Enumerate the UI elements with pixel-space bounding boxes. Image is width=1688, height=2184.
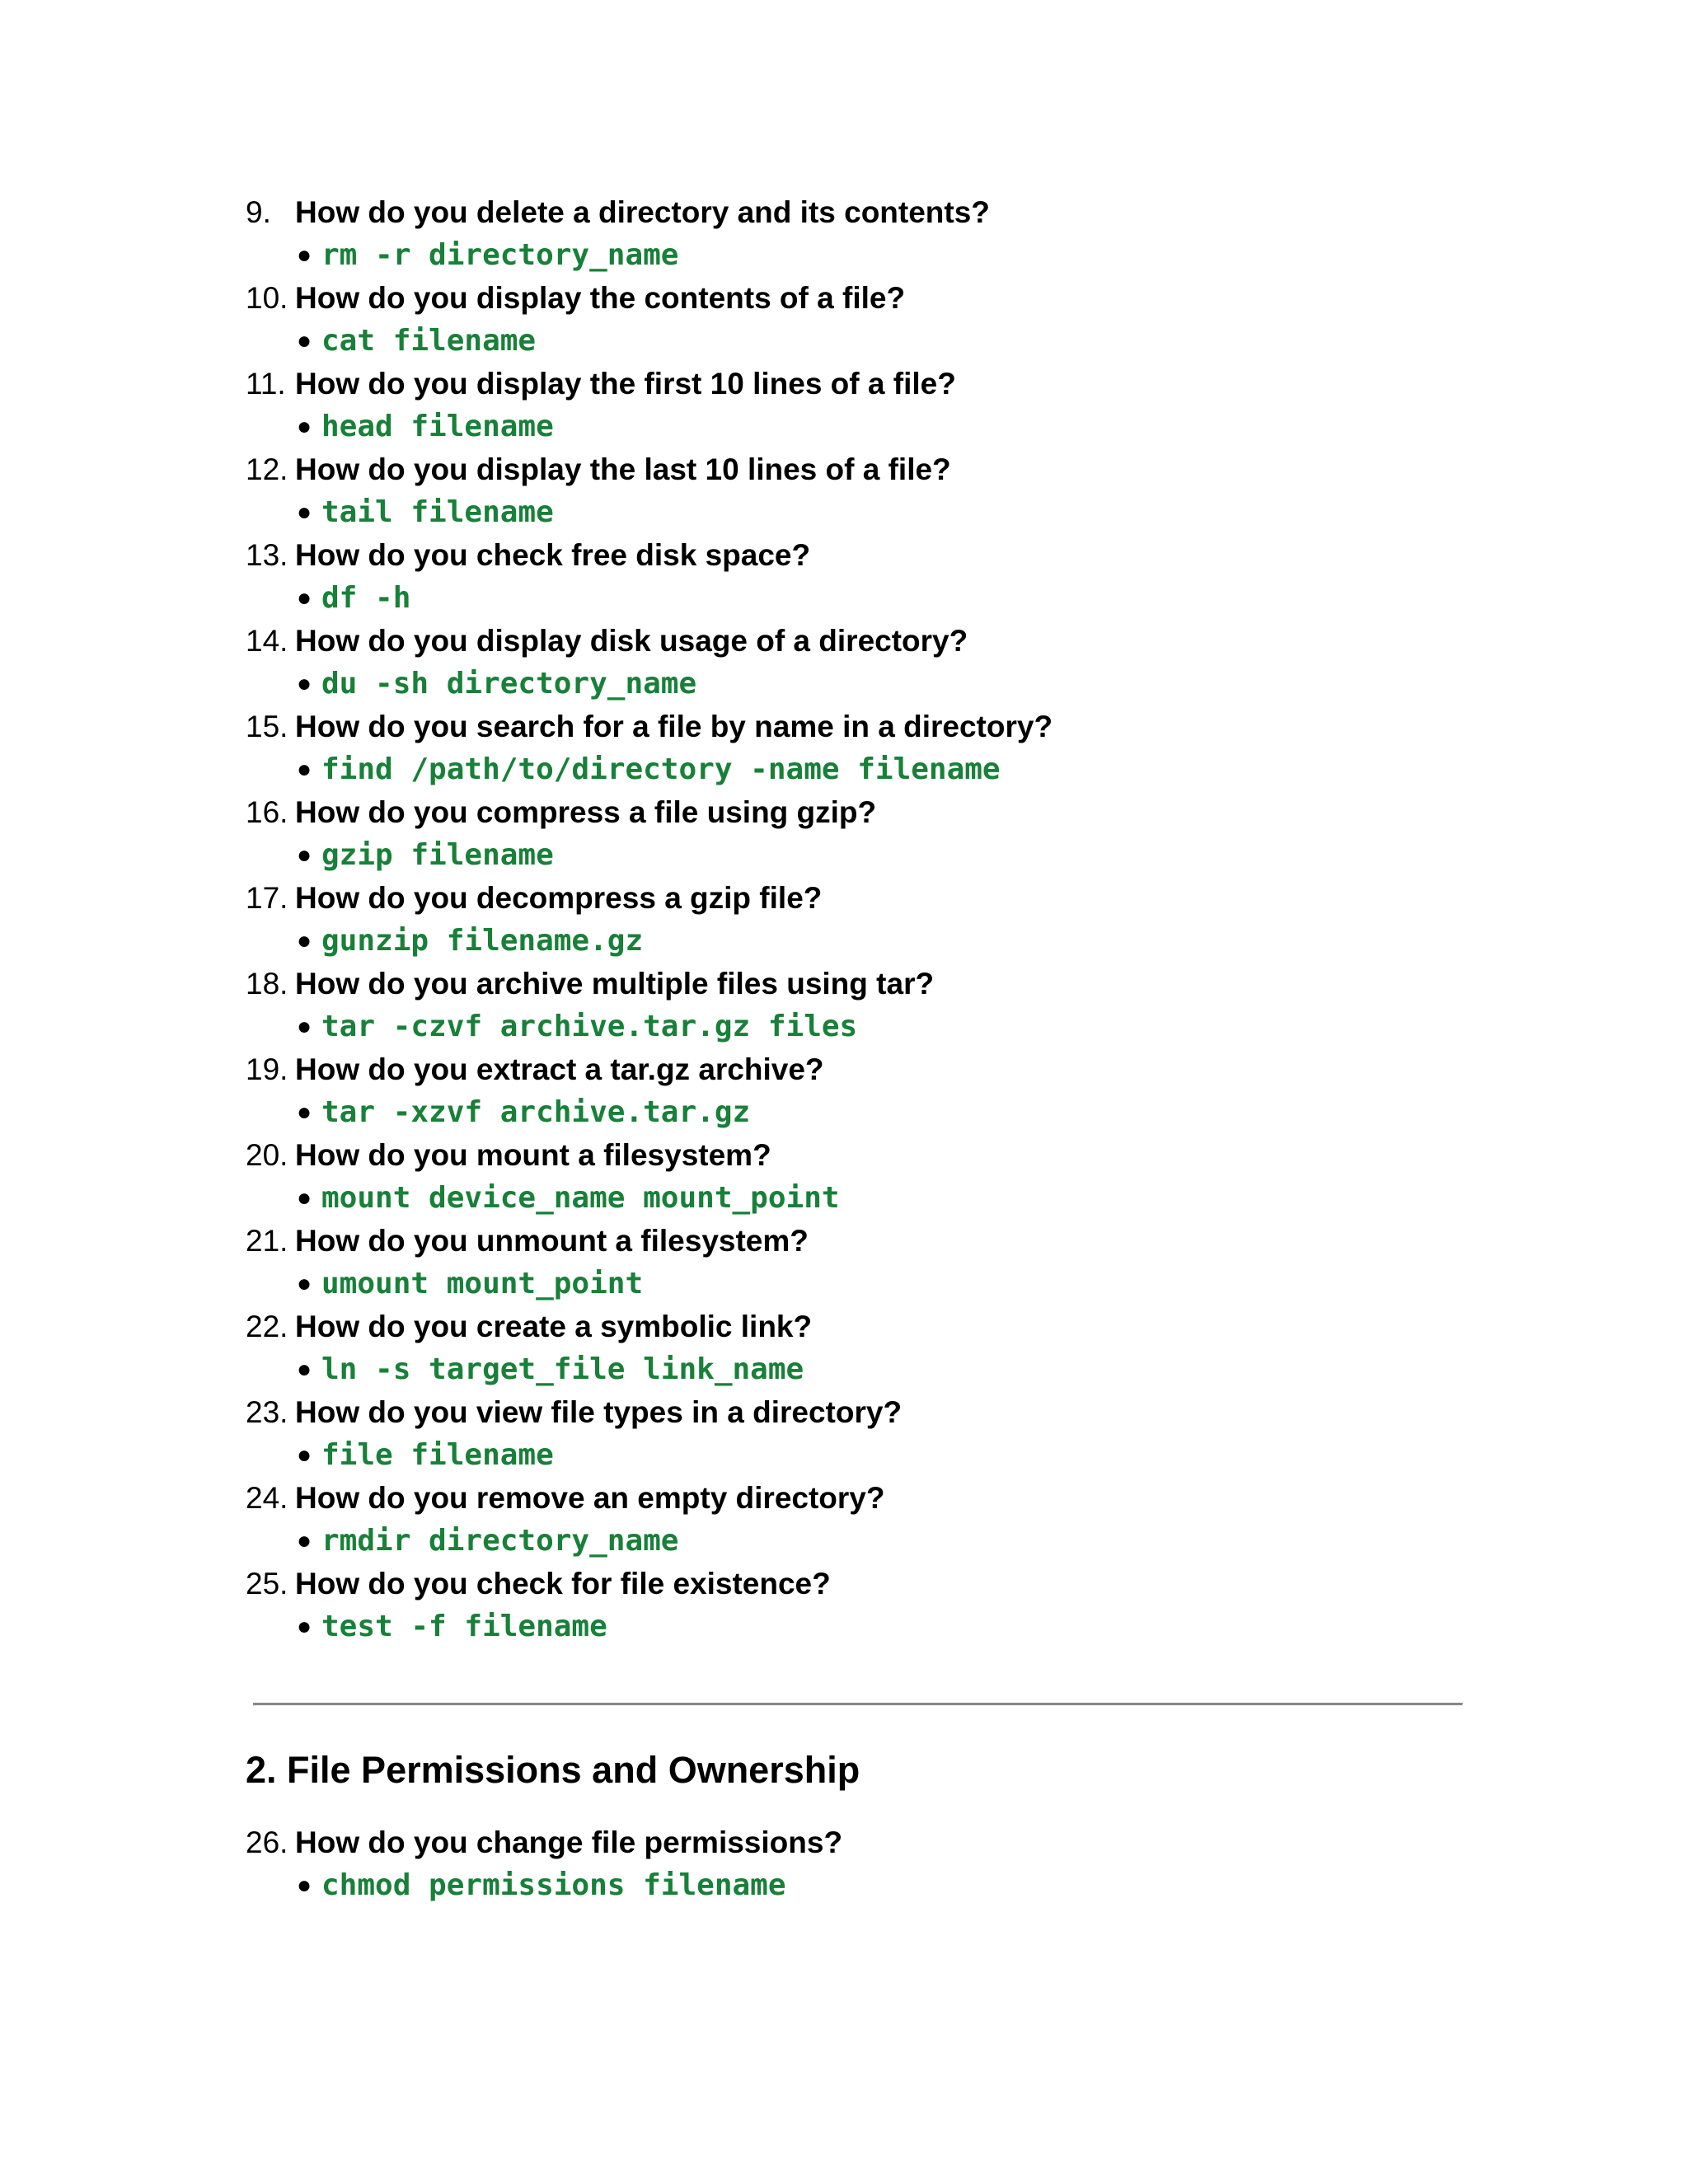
- bullet-icon: ●: [297, 927, 312, 954]
- answer-line: [246, 1005, 1482, 1048]
- command-text: gzip filename: [321, 838, 554, 872]
- answer-line: [246, 1091, 1482, 1134]
- question-text: How do you search for a file by name in a directory?: [295, 710, 1053, 743]
- answer-line: [246, 1263, 1482, 1305]
- question-number: 24.: [246, 1481, 288, 1515]
- command-text: tail filename: [321, 495, 554, 529]
- answer-line: [246, 1520, 1482, 1563]
- question-item-10: [246, 277, 1482, 363]
- question-number: 23.: [246, 1395, 288, 1429]
- question-line: [246, 363, 1482, 405]
- question-number: 9.: [246, 195, 271, 229]
- command-text: tar -czvf archive.tar.gz files: [321, 1010, 858, 1043]
- question-line: [246, 534, 1482, 577]
- question-number: 20.: [246, 1138, 288, 1172]
- question-text: How do you view file types in a directory?: [295, 1395, 903, 1429]
- question-number: 26.: [246, 1825, 288, 1859]
- question-line: [246, 1048, 1482, 1091]
- command-text: rm -r directory_name: [321, 238, 679, 272]
- bullet-icon: ●: [297, 499, 312, 526]
- bullet-icon: ●: [297, 1184, 312, 1212]
- question-line: [246, 620, 1482, 663]
- answer-line: [246, 1348, 1482, 1391]
- question-text: How do you display the last 10 lines of a file?: [295, 452, 951, 486]
- bullet-icon: ●: [297, 1872, 312, 1899]
- answer-line: [246, 920, 1482, 963]
- answer-line: [246, 1605, 1482, 1648]
- bullet-icon: ●: [297, 413, 312, 440]
- question-number: 17.: [246, 881, 288, 915]
- question-list-section-2: [246, 1821, 1482, 1907]
- question-number: 18.: [246, 967, 288, 1001]
- question-item-17: [246, 877, 1482, 963]
- question-line: [246, 1477, 1482, 1520]
- bullet-icon: ●: [297, 1013, 312, 1040]
- bullet-icon: ●: [297, 670, 312, 697]
- answer-line: [246, 491, 1482, 534]
- command-text: du -sh directory_name: [321, 667, 697, 701]
- answer-line: [246, 405, 1482, 448]
- question-line: [246, 191, 1482, 234]
- section-heading: 2. File Permissions and Ownership: [246, 1749, 860, 1791]
- command-text: cat filename: [321, 324, 537, 358]
- bullet-icon: ●: [297, 756, 312, 783]
- bullet-icon: ●: [297, 1527, 312, 1554]
- bullet-icon: ●: [297, 1270, 312, 1297]
- question-text: How do you archive multiple files using tar?: [295, 967, 935, 1001]
- question-line: [246, 448, 1482, 491]
- question-text: How do you compress a file using gzip?: [295, 795, 877, 829]
- section-divider: [253, 1703, 1463, 1706]
- question-text: How do you display disk usage of a directory?: [295, 624, 968, 658]
- question-item-26: [246, 1821, 1482, 1907]
- bullet-icon: ●: [297, 1613, 312, 1640]
- command-text: mount device_name mount_point: [321, 1181, 840, 1215]
- question-text: How do you extract a tar.gz archive?: [295, 1052, 824, 1086]
- question-line: [246, 1391, 1482, 1434]
- question-text: How do you check free disk space?: [295, 538, 811, 572]
- question-list: [246, 191, 1482, 1648]
- bullet-icon: ●: [297, 1099, 312, 1126]
- question-text: How do you change file permissions?: [295, 1825, 843, 1859]
- question-item-12: [246, 448, 1482, 534]
- bullet-icon: ●: [297, 241, 312, 269]
- question-item-14: [246, 620, 1482, 705]
- bullet-icon: ●: [297, 1356, 312, 1383]
- question-line: [246, 277, 1482, 320]
- answer-line: [246, 1434, 1482, 1477]
- command-text: tar -xzvf archive.tar.gz: [321, 1095, 751, 1129]
- command-text: find /path/to/directory -name filename: [321, 752, 1001, 786]
- question-text: How do you display the first 10 lines of a file?: [295, 367, 956, 401]
- question-text: How do you check for file existence?: [295, 1567, 831, 1601]
- command-text: rmdir directory_name: [321, 1524, 679, 1558]
- question-line: [246, 1563, 1482, 1605]
- question-text: How do you mount a filesystem?: [295, 1138, 771, 1172]
- question-item-16: [246, 791, 1482, 877]
- question-item-25: [246, 1563, 1482, 1648]
- answer-line: [246, 577, 1482, 620]
- command-text: file filename: [321, 1438, 554, 1472]
- question-line: [246, 1220, 1482, 1263]
- question-text: How do you create a symbolic link?: [295, 1310, 813, 1343]
- bullet-icon: ●: [297, 327, 312, 354]
- answer-line: [246, 834, 1482, 877]
- question-text: How do you unmount a filesystem?: [295, 1224, 809, 1258]
- question-item-18: [246, 963, 1482, 1048]
- question-number: 16.: [246, 795, 288, 829]
- question-line: [246, 963, 1482, 1005]
- question-text: How do you decompress a gzip file?: [295, 881, 823, 915]
- question-line: [246, 1305, 1482, 1348]
- question-item-13: [246, 534, 1482, 620]
- bullet-icon: ●: [297, 1441, 312, 1469]
- question-item-9: [246, 191, 1482, 277]
- question-line: [246, 1134, 1482, 1177]
- question-item-20: [246, 1134, 1482, 1220]
- command-text: ln -s target_file link_name: [321, 1352, 804, 1386]
- command-text: df -h: [321, 581, 411, 615]
- question-item-11: [246, 363, 1482, 448]
- question-number: 12.: [246, 452, 288, 486]
- question-number: 25.: [246, 1567, 288, 1601]
- command-text: gunzip filename.gz: [321, 924, 644, 958]
- command-text: test -f filename: [321, 1610, 607, 1643]
- answer-line: [246, 234, 1482, 277]
- answer-line: [246, 1177, 1482, 1220]
- question-line: [246, 791, 1482, 834]
- question-item-15: [246, 705, 1482, 791]
- answer-line: [246, 663, 1482, 705]
- question-line: [246, 1821, 1482, 1864]
- question-number: 19.: [246, 1052, 288, 1086]
- question-item-24: [246, 1477, 1482, 1563]
- question-number: 15.: [246, 710, 288, 743]
- command-text: chmod permissions filename: [321, 1868, 786, 1902]
- question-number: 22.: [246, 1310, 288, 1343]
- question-number: 13.: [246, 538, 288, 572]
- answer-line: [246, 1864, 1482, 1907]
- bullet-icon: ●: [297, 841, 312, 869]
- question-text: How do you remove an empty directory?: [295, 1481, 885, 1515]
- answer-line: [246, 320, 1482, 363]
- command-text: umount mount_point: [321, 1267, 644, 1301]
- answer-line: [246, 748, 1482, 791]
- question-number: 10.: [246, 281, 288, 315]
- question-text: How do you display the contents of a file?: [295, 281, 906, 315]
- question-number: 21.: [246, 1224, 288, 1258]
- bullet-icon: ●: [297, 584, 312, 612]
- question-item-21: [246, 1220, 1482, 1305]
- question-text: How do you delete a directory and its contents?: [295, 195, 990, 229]
- question-number: 14.: [246, 624, 288, 658]
- question-line: [246, 877, 1482, 920]
- question-item-23: [246, 1391, 1482, 1477]
- question-item-22: [246, 1305, 1482, 1391]
- question-number: 11.: [246, 367, 286, 401]
- question-line: [246, 705, 1482, 748]
- command-text: head filename: [321, 410, 554, 443]
- question-item-19: [246, 1048, 1482, 1134]
